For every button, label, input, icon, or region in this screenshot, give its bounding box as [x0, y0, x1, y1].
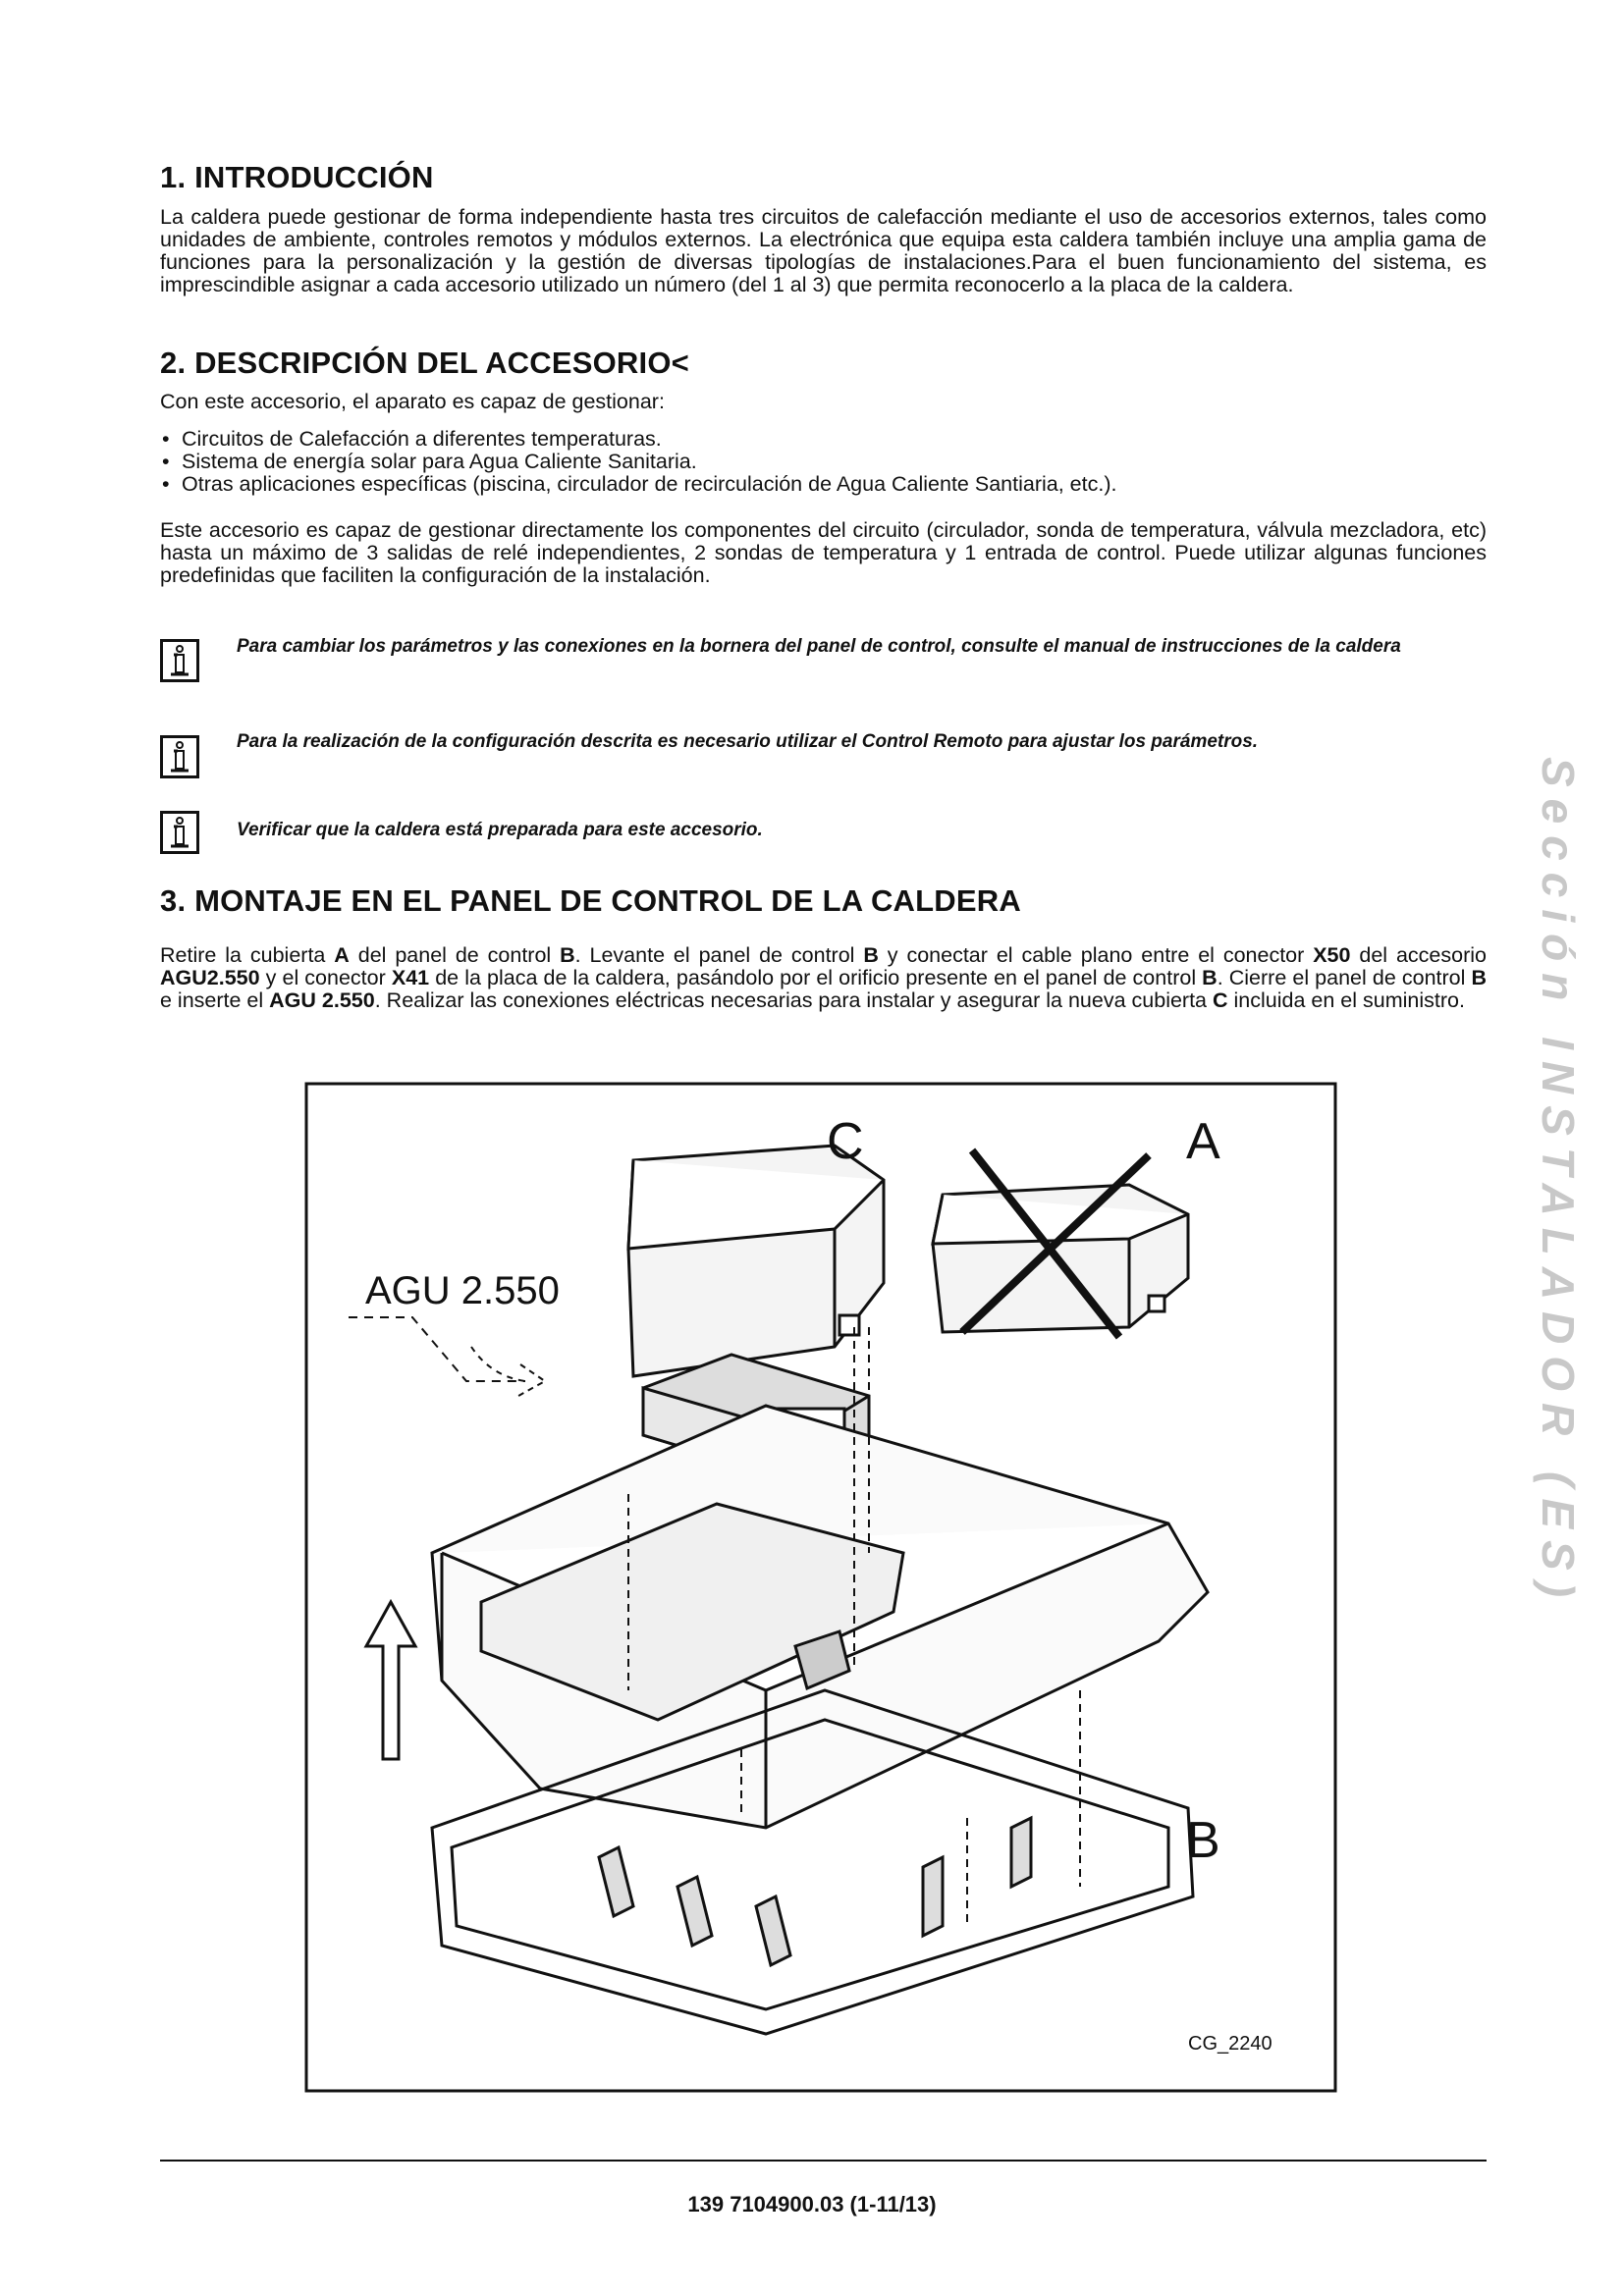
section-1-title: 1. INTRODUCCIÓN [160, 160, 434, 194]
info-icon [160, 639, 199, 682]
bullet-item: • Circuitos de Calefacción a diferentes temperaturas. [160, 428, 1487, 451]
info-glyph-icon [168, 816, 191, 849]
side-tab-label: Sección INSTALADOR (ES) [1533, 756, 1584, 1610]
section-2-text: Este accesorio es capaz de gestionar directamente los componentes del circuito (circulador, sonda de temperatura, válvula mezcladora, etc) hasta un máximo de 3 salidas de relé independientes, 2 sondas de temperatura y 1 entrada de control. Puede utilizar algunas funciones predefinidas que faciliten la configuración de la instalación. [160, 518, 1487, 587]
section-3-text: Retire la cubierta A del panel de control B. Levante el panel de control B y conectar el cable plano entre el conector X50 del accesorio AGU2.550 y el conector X41 de la placa de la caldera, pasándolo por el orificio presente en el panel de control B. Cierre el panel de control B e inserte el AGU 2.550. Realizar las conexiones eléctricas necesarias para instalar y asegurar la nueva cubierta C incluida en el suministro. [160, 943, 1487, 1012]
label-c: C [827, 1113, 864, 1170]
label-agu: AGU 2.550 [365, 1269, 560, 1312]
info-icon [160, 735, 199, 778]
bullet-item: • Sistema de energía solar para Agua Caliente Sanitaria. [160, 451, 1487, 473]
footer-doc-code: 139 7104900.03 (1-11/13) [687, 2192, 937, 2216]
label-a: A [1186, 1113, 1220, 1170]
section-2-lead: Con este accesorio, el aparato es capaz de gestionar: [160, 390, 665, 413]
section-1-text: La caldera puede gestionar de forma independiente hasta tres circuitos de calefacción mediante el uso de accesorios externos, tales como unidades de ambiente, controles remotos y módulos externos. La electrónica que equipa esta caldera también incluye una amplia gama de funciones para la personalización y la gestión de diversas tipologías de instalaciones.Para el buen funcionamiento del sistema, es imprescindible asignar a cada accesorio utilizado un número (del 1 al 3) que permita reconocerlo a la placa de la caldera. [160, 205, 1487, 296]
section-2-title: 2. DESCRIPCIÓN DEL ACCESORIO< [160, 346, 689, 380]
info-glyph-icon [168, 740, 191, 774]
bullet-item: • Otras aplicaciones específicas (piscina, circulador de recirculación de Agua Caliente Santiaria, etc.). [160, 473, 1487, 496]
info-icon [160, 811, 199, 854]
figure-code: CG_2240 [1188, 2033, 1272, 2055]
label-b: B [1186, 1812, 1220, 1869]
note-1: Para cambiar los parámetros y las conexiones en la bornera del panel de control, consulte el manual de instrucciones de la caldera [237, 636, 1401, 657]
section-3-title: 3. MONTAJE EN EL PANEL DE CONTROL DE LA CALDERA [160, 883, 1021, 918]
side-section-tab [1532, 667, 1585, 1698]
info-glyph-icon [168, 644, 191, 677]
mounting-diagram [304, 1082, 1337, 2093]
note-3: Verificar que la caldera está preparada para este accesorio. [237, 820, 763, 840]
note-2: Para la realización de la configuración descrita es necesario utilizar el Control Remoto para ajustar los parámetros. [237, 731, 1259, 752]
section-2-bullets [160, 428, 1487, 496]
footer-divider [160, 2160, 1487, 2162]
